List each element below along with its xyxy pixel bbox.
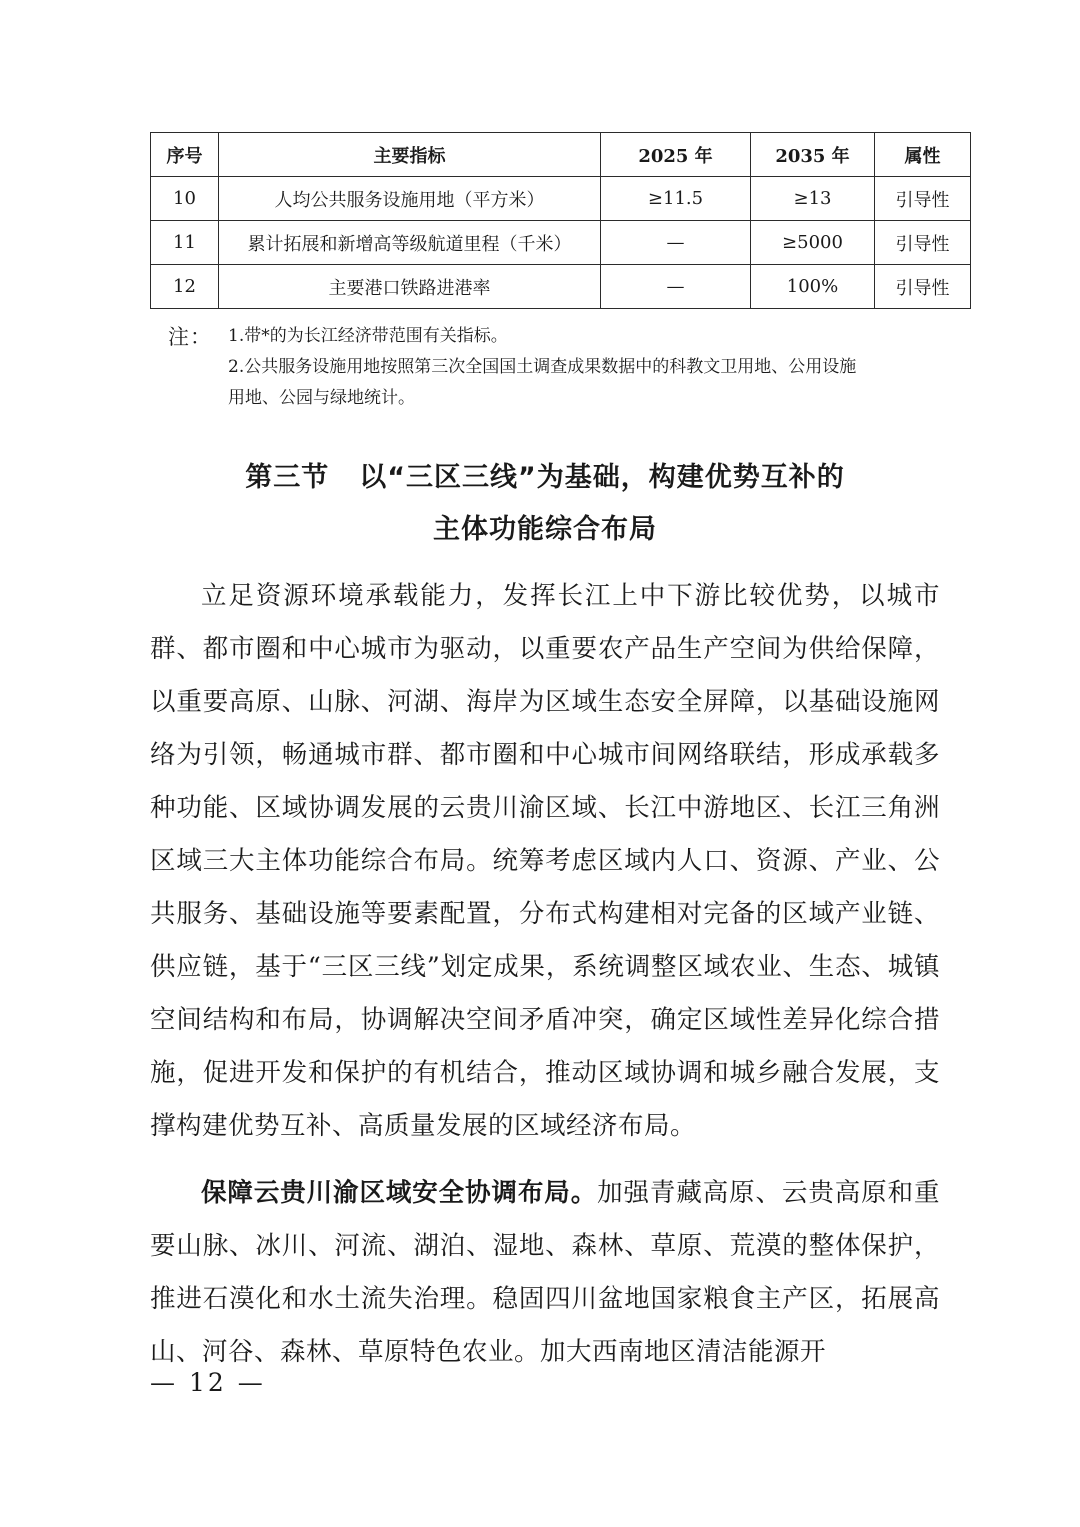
note-item-1: 1.带*的为长江经济带范围有关指标。 — [228, 326, 508, 346]
cell-indicator-name: 主要港口铁路进港率 — [219, 265, 601, 309]
paragraph-2-lead: 保障云贵川渝区域安全协调布局。 — [201, 1178, 598, 1208]
table-header-no: 序号 — [151, 133, 219, 177]
indicator-table — [150, 132, 971, 309]
cell-2035: ≥5000 — [751, 221, 875, 265]
table-notes — [150, 321, 940, 414]
page-number: — 12 — — [150, 1368, 266, 1397]
table-header-row — [151, 133, 971, 177]
notes-label: 注： — [168, 325, 212, 349]
body-paragraph-1: 立足资源环境承载能力，发挥长江上中下游比较优势，以城市群、都市圈和中心城市为驱动，以重要农产品生产空间为供给保障，以重要高原、山脉、河湖、海岸为区域生态安全屏障，以基础设施网络为引领，畅通城市群、都市圈和中心城市间网络联结，形成承载多种功能、区域协调发展的云贵川渝区域、长江中游地区、长江三角洲区域三大主体功能综合布局。统筹考虑区域内人口、资源、产业、公共服务、基础设施等要素配置，分布式构建相对完备的区域产业链、供应链，基于“三区三线”划定成果，系统调整区域农业、生态、城镇空间结构和布局，协调解决空间矛盾冲突，确定区域性差异化综合措施，促进开发和保护的有机结合，推动区域协调和城乡融合发展，支撑构建优势互补、高质量发展的区域经济布局。 — [150, 581, 940, 1141]
cell-attribute: 引导性 — [875, 221, 971, 265]
cell-2035: 100% — [751, 265, 875, 309]
cell-no: 12 — [151, 265, 219, 309]
cell-no: 11 — [151, 221, 219, 265]
table-header-2035: 2035 年 — [751, 133, 875, 177]
cell-2025: — — [601, 221, 751, 265]
body-paragraph-2 — [150, 1167, 940, 1379]
cell-2025: — — [601, 265, 751, 309]
cell-attribute: 引导性 — [875, 265, 971, 309]
cell-indicator-name: 累计拓展和新增高等级航道里程（千米） — [219, 221, 601, 265]
table-header-indicator: 主要指标 — [219, 133, 601, 177]
section-title-line1: 以“三区三线”为基础，构建优势互补的 — [359, 462, 845, 493]
page-content — [150, 132, 950, 1379]
cell-no: 10 — [151, 177, 219, 221]
cell-attribute: 引导性 — [875, 177, 971, 221]
cell-2035: ≥13 — [751, 177, 875, 221]
table-row — [151, 265, 971, 309]
paragraph-2-text: 加强青藏高原、云贵高原和重要山脉、冰川、河流、湖泊、湿地、森林、草原、荒漠的整体保护，推进石漠化和水土流失治理。稳固四川盆地国家粮食主产区，拓展高山、河谷、森林、草原特色农业。加大西南地区清洁能源开 — [150, 1178, 940, 1367]
note-item-2-continued: 用地、公园与绿地统计。 — [228, 388, 415, 408]
section-heading-line2: 主体功能综合布局 — [433, 514, 657, 545]
section-number: 第三节 — [245, 462, 330, 493]
section-heading-line1 — [150, 452, 940, 504]
table-row — [151, 177, 971, 221]
table-header-attribute: 属性 — [875, 133, 971, 177]
note-item-2: 2.公共服务设施用地按照第三次全国国土调查成果数据中的科教文卫用地、公用设施 — [228, 357, 857, 377]
cell-indicator-name: 人均公共服务设施用地（平方米） — [219, 177, 601, 221]
table-header-2025: 2025 年 — [601, 133, 751, 177]
table-row — [151, 221, 971, 265]
cell-2025: ≥11.5 — [601, 177, 751, 221]
